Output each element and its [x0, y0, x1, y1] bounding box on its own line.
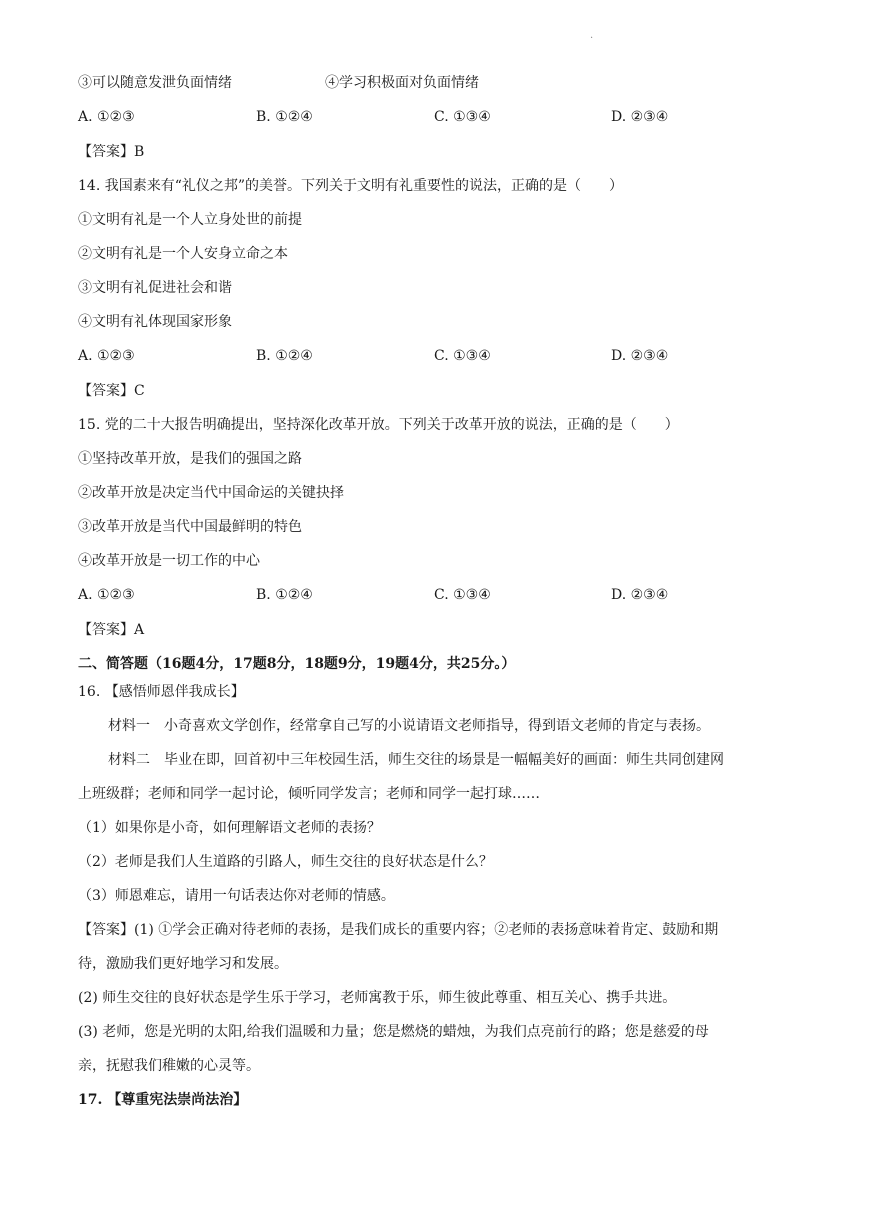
q14-option-b: B. ①②④ [256, 348, 313, 364]
section-2-title: 二、简答题（16题4分，17题8分，18题9分，19题4分，共25分。） [78, 656, 516, 672]
q13-option-d: D. ②③④ [611, 109, 669, 125]
q15-option-c: C. ①③④ [434, 587, 491, 603]
header-mark: . [590, 30, 594, 41]
q14-item-3: ③文明有礼促进社会和谐 [78, 280, 232, 296]
q15-item-1: ①坚持改革开放，是我们的强国之路 [78, 451, 302, 467]
q16-answer-3-line-1: (3) 老师，您是光明的太阳,给我们温暖和力量；您是燃烧的蜡烛，为我们点亮前行的路；您是慈爱的母 [78, 1024, 709, 1040]
q16-answer-1-line-1: 【答案】(1) ①学会正确对待老师的表扬，是我们成长的重要内容；②老师的表扬意味着肯定、鼓励和期 [78, 922, 719, 938]
q14-item-2: ②文明有礼是一个人安身立命之本 [78, 246, 288, 262]
q16-answer-1-line-2: 待，激励我们更好地学习和发展。 [78, 956, 288, 972]
q16-sub-question-1: （1）如果你是小奇，如何理解语文老师的表扬？ [78, 820, 381, 836]
q14-item-4: ④文明有礼体现国家形象 [78, 314, 232, 330]
q15-item-3: ③改革开放是当代中国最鲜明的特色 [78, 519, 302, 535]
q14-answer: 【答案】C [78, 383, 145, 399]
q15-stem: 15. 党的二十大报告明确提出，坚持深化改革开放。下列关于改革开放的说法，正确的是（ ） [78, 417, 679, 433]
q14-item-1: ①文明有礼是一个人立身处世的前提 [78, 212, 302, 228]
q15-item-4: ④改革开放是一切工作的中心 [78, 553, 260, 569]
q15-option-b: B. ①②④ [256, 587, 313, 603]
q15-option-d: D. ②③④ [611, 587, 669, 603]
q15-answer: 【答案】A [78, 622, 145, 638]
q13-answer: 【答案】B [78, 144, 145, 160]
q16-sub-question-2: （2）老师是我们人生道路的引路人，师生交往的良好状态是什么？ [78, 854, 493, 870]
q16-title: 16. 【感悟师恩伴我成长】 [78, 684, 245, 700]
q17-title: 17. 【尊重宪法崇尚法治】 [78, 1092, 248, 1108]
q13-option-a: A. ①②③ [78, 109, 135, 125]
q14-stem: 14. 我国素来有“礼仪之邦”的美誉。下列关于文明有礼重要性的说法，正确的是（ ） [78, 178, 624, 194]
q13-item-4: ④学习积极面对负面情绪 [325, 75, 479, 91]
q16-material-1: 材料一 小奇喜欢文学创作，经常拿自己写的小说请语文老师指导，得到语文老师的肯定与表扬。 [108, 718, 710, 734]
q14-option-c: C. ①③④ [434, 348, 491, 364]
q16-material-2-line-2: 上班级群；老师和同学一起讨论，倾听同学发言；老师和同学一起打球…… [78, 786, 540, 802]
q16-material-2-line-1: 材料二 毕业在即，回首初中三年校园生活，师生交往的场景是一幅幅美好的画面：师生共同创建网 [108, 752, 724, 768]
q16-answer-2: (2) 师生交往的良好状态是学生乐于学习，老师寓教于乐，师生彼此尊重、相互关心、携手共进。 [78, 990, 677, 1006]
q16-answer-3-line-2: 亲，抚慰我们稚嫩的心灵等。 [78, 1058, 260, 1074]
q13-item-3: ③可以随意发泄负面情绪 [78, 75, 232, 91]
q16-sub-question-3: （3）师恩难忘，请用一句话表达你对老师的情感。 [78, 888, 395, 904]
q13-option-b: B. ①②④ [256, 109, 313, 125]
q15-option-a: A. ①②③ [78, 587, 135, 603]
q14-option-a: A. ①②③ [78, 348, 135, 364]
q15-item-2: ②改革开放是决定当代中国命运的关键抉择 [78, 485, 344, 501]
q14-option-d: D. ②③④ [611, 348, 669, 364]
q13-option-c: C. ①③④ [434, 109, 491, 125]
